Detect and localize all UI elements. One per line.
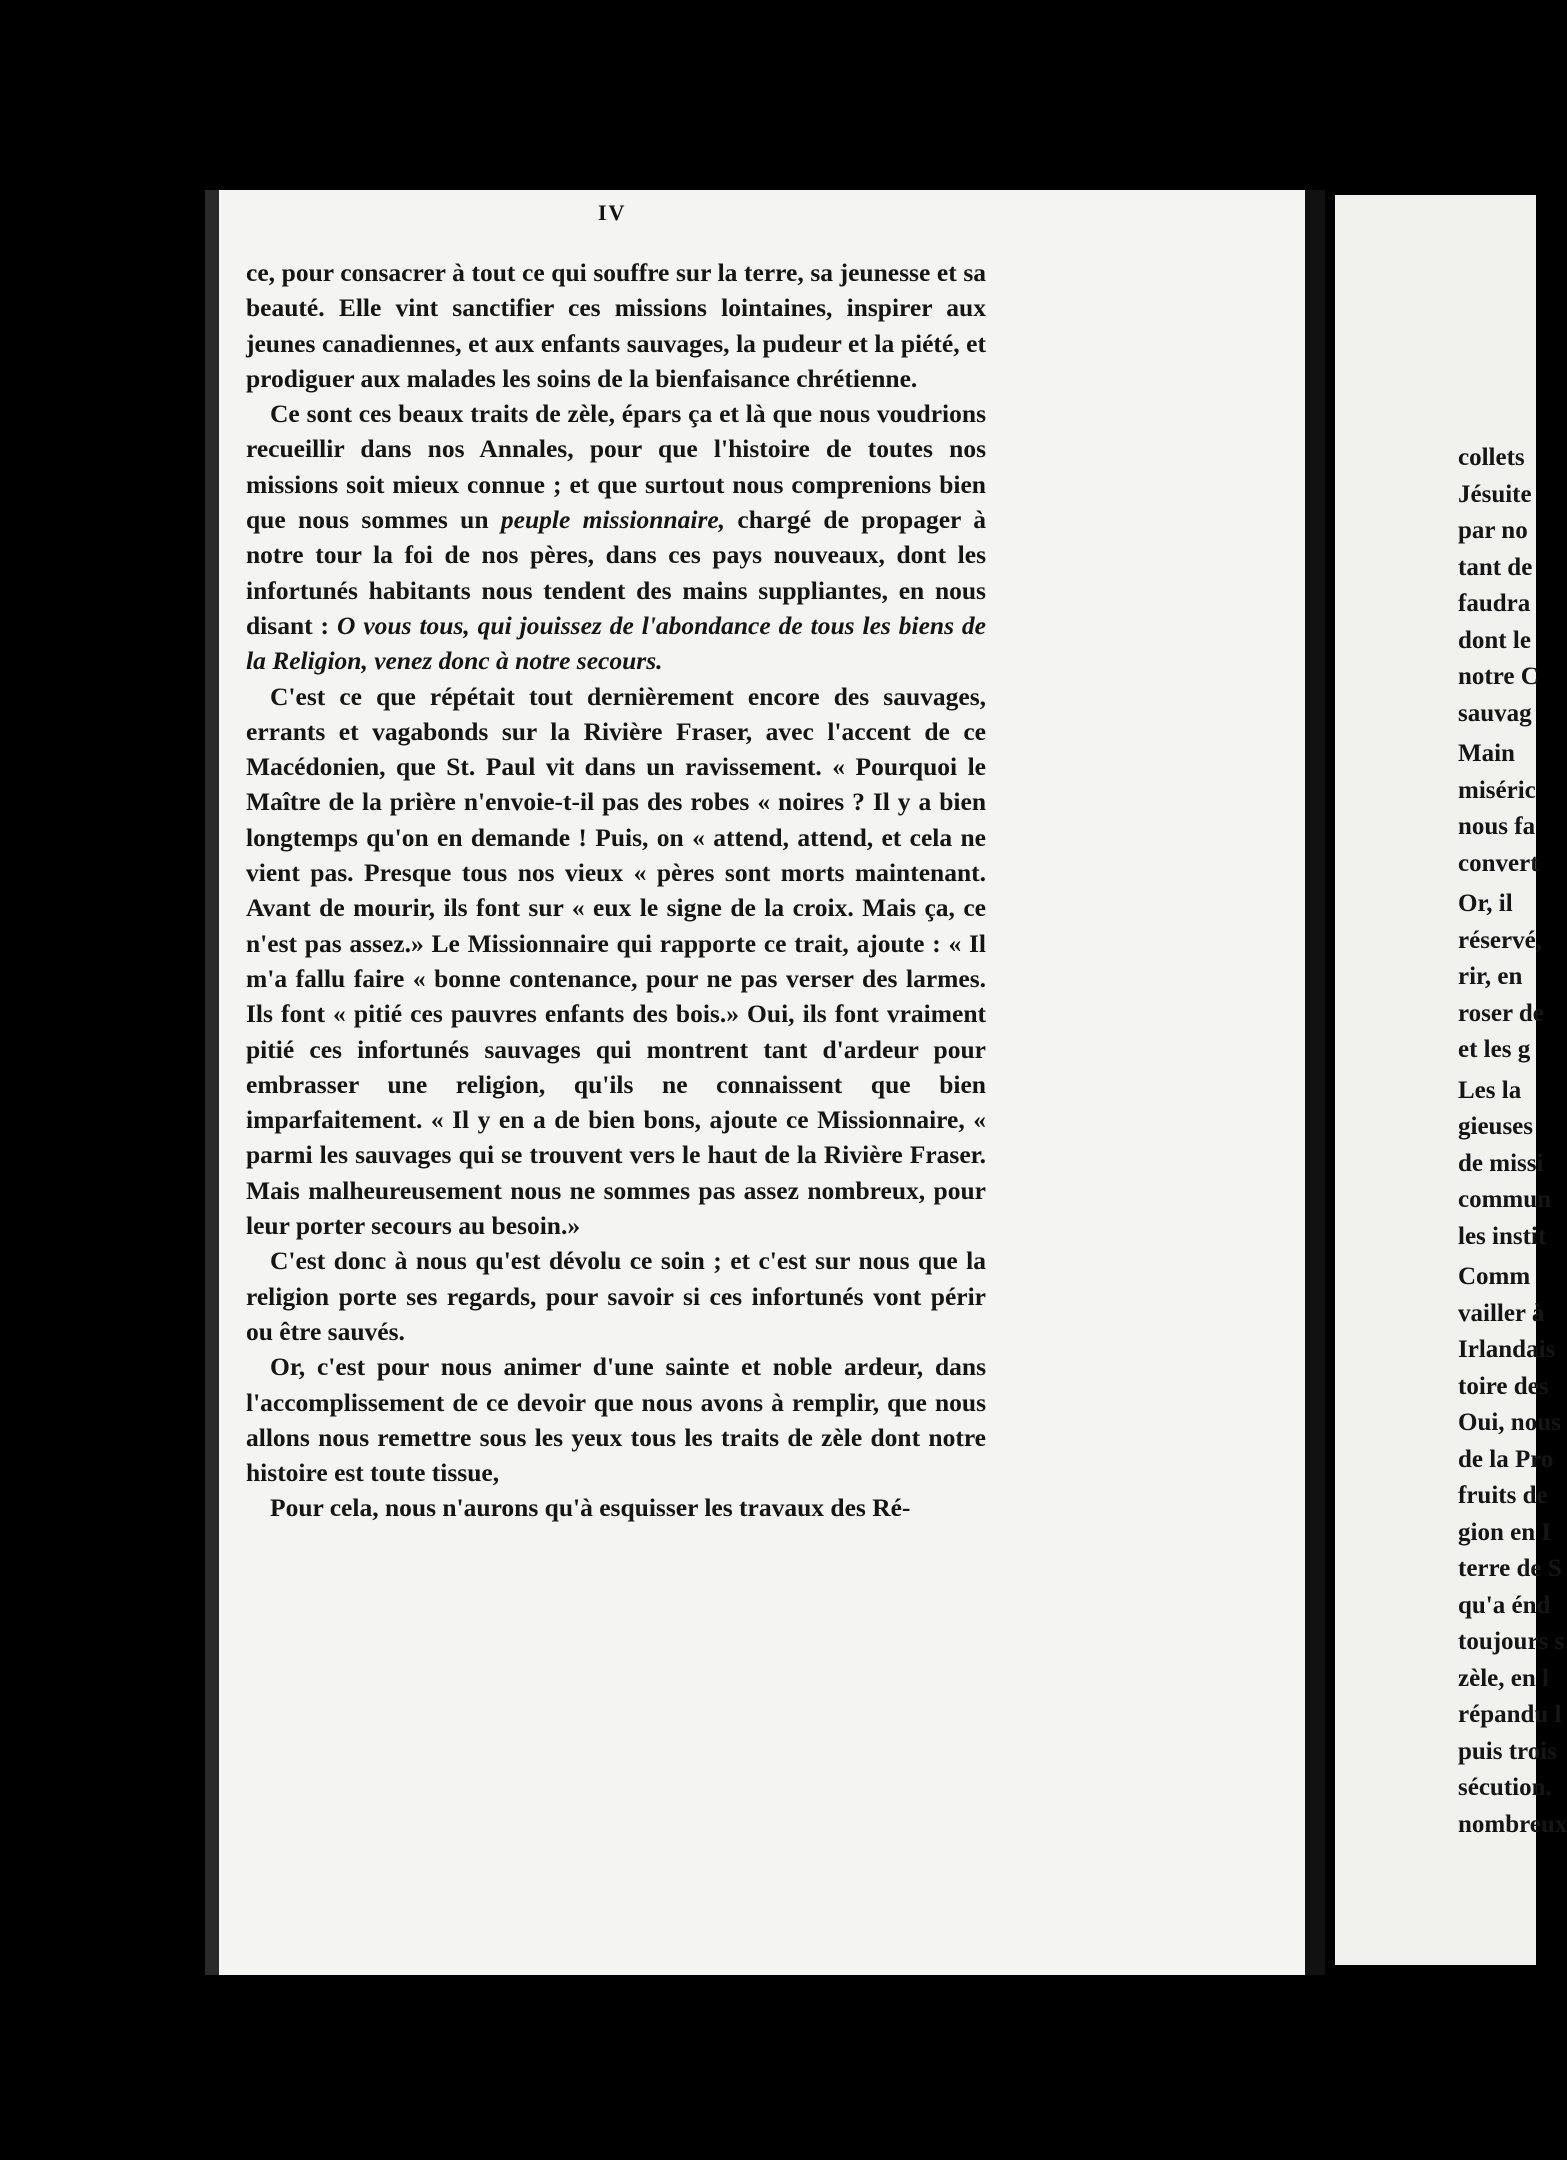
- paragraph-5: Or, c'est pour nous animer d'une sainte et noble ardeur, dans l'accomplissement de ce devoir que nous avons à remplir, que nous allons nous remettre sous les yeux tous les traits de zèle dont notre histoire est toute tissue,: [246, 1352, 986, 1488]
- page-number: IV: [598, 200, 627, 225]
- right-page-line: collets: [1458, 444, 1525, 471]
- right-page-line: rir, en: [1458, 963, 1523, 990]
- right-page-line: Or, il: [1458, 890, 1513, 917]
- right-page-line: roser de: [1458, 999, 1544, 1027]
- right-page-line: et les g: [1458, 1036, 1531, 1063]
- right-page-line: réservé,: [1458, 926, 1542, 954]
- right-page-line: commun: [1458, 1186, 1552, 1213]
- right-page-line: répandu l: [1458, 1701, 1562, 1728]
- right-page-line: Les la: [1458, 1076, 1522, 1104]
- right-page-line: Irlandais: [1458, 1336, 1556, 1363]
- italic-phrase-peuple-missionnaire: peuple missionnaire,: [500, 505, 726, 535]
- paragraph-6: Pour cela, nous n'aurons qu'à esquisser les travaux des Ré-: [270, 1493, 911, 1523]
- italic-quotation: O vous tous, qui jouissez de l'abondance de tous les biens de la Religion, venez donc à notre secours.: [246, 610, 987, 676]
- right-page-line: Comm: [1458, 1263, 1531, 1290]
- right-page-line: sauvag: [1458, 699, 1532, 727]
- paragraph-3: C'est ce que répétait tout dernièrement encore des sauvages, errants et vagabonds sur la Rivière Fraser, avec l'accent de ce Macédonien, que St. Paul vit dans un ravissement. « Pourquoi le Maître de la prière n'envoie-t-il pas des robes « noires ? Il y a bien longtemps qu'on en demande ! Puis, on « attend, attend, et cela ne vient pas. Presque tous nos vieux « pères sont morts maintenant. Avant de mourir, ils font sur « eux le signe de la croix. Mais ça, ce n'est pas assez.» Le Missionnaire qui rapporte ce trait, ajoute : « Il m'a fallu faire « bonne contenance, pour ne pas verser des larmes. Ils font « pitié ces pauvres enfants des bois.» Oui, ils font vraiment pitié ces infortunés sauvages qui montrent tant d'ardeur pour embrasser une religion, qu'ils ne connaissent que bien imparfaitement. « Il y en a de bien bons, ajoute ce Missionnaire, « parmi les sauvages qui se trouvent vers le haut de la Rivière Fraser. Mais malheureusement nous ne sommes pas assez nombreux, pour leur porter secours au besoin.»: [246, 681, 986, 1241]
- right-page-line: gieuses: [1458, 1113, 1533, 1140]
- right-page-line: tant de: [1458, 553, 1533, 581]
- right-page-line: qu'a énd: [1458, 1591, 1551, 1619]
- right-page-line: puis trois: [1458, 1737, 1557, 1765]
- right-page-line: gion en I: [1458, 1518, 1552, 1546]
- right-page-line: les instit: [1458, 1222, 1547, 1250]
- right-page-line: fruits de: [1458, 1482, 1548, 1509]
- right-page-line: zèle, en l: [1458, 1664, 1549, 1692]
- right-page-line: vailler à: [1458, 1299, 1545, 1327]
- right-page-line: Oui, nous: [1458, 1409, 1561, 1436]
- right-page-fragments: [1458, 440, 1567, 1843]
- paragraph-4: C'est donc à nous qu'est dévolu ce soin ; et c'est sur nous que la religion porte ses regards, pour savoir si ces infortunés vont périr ou être sauvés.: [246, 1246, 986, 1346]
- right-page-line: convert: [1458, 849, 1539, 877]
- paragraph-1: ce, pour consacrer à tout ce qui souffre sur la terre, sa jeunesse et sa beauté. Elle vint sanctifier ces missions lointaines, inspirer aux jeunes canadiennes, et aux enfants sauvages, la pudeur et la piété, et prodiguer aux malades les soins de la bienfaisance chrétienne.: [246, 258, 986, 393]
- right-page-line: miséric: [1458, 776, 1536, 804]
- right-page-line: toujours s: [1458, 1628, 1565, 1655]
- right-page-line: sécution.: [1458, 1774, 1552, 1801]
- paragraph-2: Ce sont ces beaux traits de zèle, épars ça et là que nous voudrions recueillir dans nos Annales, pour que l'histoire de toutes nos missions soit mieux connue ; et que surtout nous comprenions bien que nous sommes un peuple missionnaire, chargé de propager à notre tour la foi de nos pères, dans ces pays nouveaux, dont les infortunés habitants nous tendent des mains suppliantes, en nous disant : O vous tous, qui jouissez de l'abondance de tous les biens de la Religion, venez donc à notre secours.: [246, 399, 987, 676]
- right-page-line: Jésuite: [1458, 480, 1532, 508]
- right-page-line: dont le: [1458, 626, 1531, 654]
- right-page-line: nous fa: [1458, 813, 1536, 840]
- left-page-body: [246, 255, 986, 1526]
- right-page-line: terre de S: [1458, 1555, 1562, 1582]
- right-page-line: de la Pro: [1458, 1445, 1554, 1473]
- right-page-line: nombreux: [1458, 1810, 1567, 1838]
- right-page-line: de missi: [1458, 1149, 1544, 1177]
- right-page-line: par no: [1458, 517, 1528, 544]
- right-page-line: toire des: [1458, 1372, 1549, 1400]
- right-page-line: notre C: [1458, 663, 1539, 690]
- right-page-line: faudra: [1458, 590, 1531, 617]
- right-page-line: Main: [1458, 740, 1515, 767]
